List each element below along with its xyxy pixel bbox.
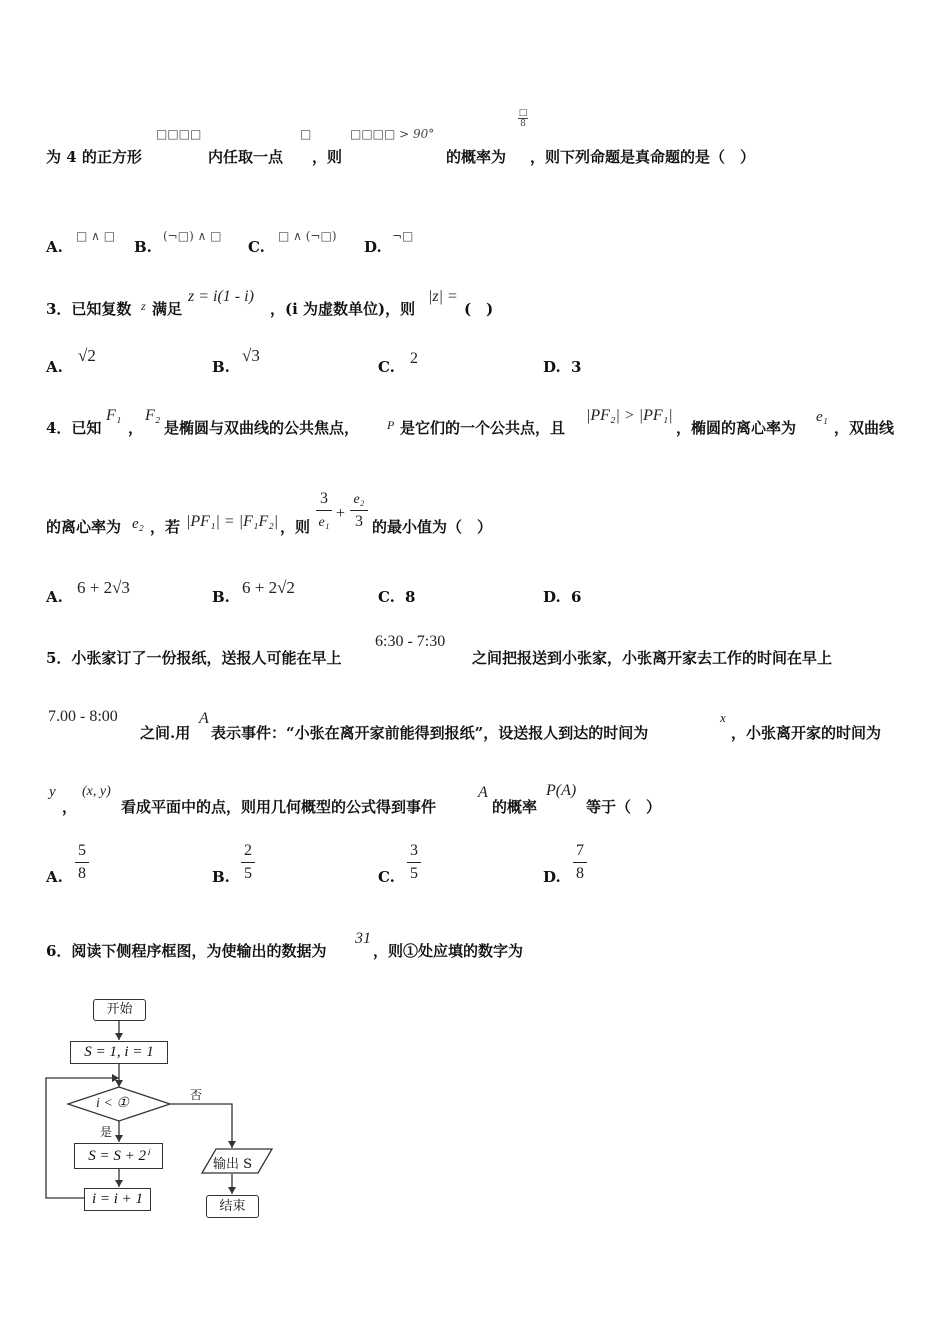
q4-e1: e₁ <box>816 409 828 425</box>
q5-time-1: 6:30 - 7:30 <box>375 633 446 650</box>
q4-fraction-1-num: 3 <box>320 490 328 507</box>
q3-option-a: √2 <box>78 346 96 365</box>
q5-option-a-label: A. <box>46 868 63 886</box>
q6-text-2: ，则①处应填的数字为 <box>373 942 524 960</box>
q-top-text-1: 为 4 的正方形 <box>46 148 142 166</box>
q5-line2-text-3: ，小张离开家的时间为 <box>731 724 882 742</box>
q4-text-4: ，椭圆的离心率为 <box>676 419 797 437</box>
q5-point: (x, y) <box>82 784 111 799</box>
q5-line3-text-2: 看成平面中的点，则用几何概型的公式得到事件 <box>121 798 437 816</box>
q3-option-d-label: D. <box>543 358 561 376</box>
q4-f1: F₁ <box>106 407 122 424</box>
q5-line1-text-1: 5．小张家订了一份报纸，送报人可能在早上 <box>46 649 342 667</box>
q5-option-a-den: 8 <box>78 865 86 882</box>
q5-event-a: A <box>199 710 209 727</box>
q5-line1-text-2: 之间把报送到小张家，小张离开家去工作的时间在早上 <box>472 649 833 667</box>
q-top-option-b-label: B. <box>134 238 152 256</box>
decision-condition: i < ① <box>96 1096 129 1111</box>
q4-fraction-2-den: 3 <box>355 513 363 530</box>
q5-option-a-num: 5 <box>78 842 86 859</box>
q4-option-c-label: C. <box>378 588 395 606</box>
q3-text-1: 3．已知复数 <box>46 300 132 318</box>
q-top-option-c-label: C. <box>248 238 265 256</box>
q5-line2-text-2: 表示事件：“小张在离开家前能得到报纸”，设送报人到达的时间为 <box>211 724 649 742</box>
q-top-option-d-label: D. <box>364 238 382 256</box>
q4-option-b-label: B. <box>212 588 230 606</box>
q4-line2-text-1: 的离心率为 <box>46 518 122 536</box>
q4-option-a: 6 + 2√3 <box>77 578 130 597</box>
q3-abs-z: |z| = <box>428 288 458 305</box>
q4-line2-text-4: 的最小值为（ ） <box>372 518 493 536</box>
q-top-option-c: □ ∧ (¬□) <box>278 229 337 243</box>
q-top-option-b: (¬□) ∧ □ <box>163 229 222 243</box>
q4-text-2: 是椭圆与双曲线的公共焦点， <box>164 419 360 437</box>
q4-line2-text-2: ，若 <box>150 518 181 536</box>
q4-inequality: |PF₂| > |PF₁| <box>586 407 673 424</box>
q4-plus: + <box>336 505 346 522</box>
q3-equation: z = i(1 - i) <box>188 288 254 305</box>
q-top-option-a: □ ∧ □ <box>76 229 116 243</box>
q5-option-b-num: 2 <box>244 842 252 859</box>
q4-line2-text-3: ，则 <box>280 518 311 536</box>
q4-option-d: 6 <box>571 588 582 606</box>
q-top-formula-3: □□□□ > 90° <box>350 127 435 141</box>
q4-text-1: 4．已知 <box>46 419 102 437</box>
q3-option-c-label: C. <box>378 358 395 376</box>
q5-probability: P(A) <box>546 782 577 799</box>
q5-option-c-num: 3 <box>410 842 418 859</box>
q4-fraction-2-num: e₂ <box>353 492 365 507</box>
q5-line2-text-1: 之间.用 <box>140 724 191 742</box>
q3-text-2: 满足 <box>152 300 183 318</box>
q4-option-b: 6 + 2√2 <box>242 578 295 597</box>
q6-number: 31 <box>355 930 371 947</box>
q4-text-3: 是它们的一个公共点，且 <box>400 419 566 437</box>
q-top-option-a-label: A. <box>46 238 63 256</box>
output-label: 输出 S <box>213 1157 253 1172</box>
q4-option-a-label: A. <box>46 588 63 606</box>
q3-option-d: 3 <box>571 358 582 376</box>
q5-y: y <box>49 784 56 800</box>
q-top-option-d: ¬□ <box>392 229 414 243</box>
update-i-box: i = i + 1 <box>84 1188 151 1211</box>
start-terminal: 开始 <box>93 999 146 1021</box>
end-terminal: 结束 <box>206 1195 259 1218</box>
q4-option-d-label: D. <box>543 588 561 606</box>
q3-option-b: √3 <box>242 346 260 365</box>
q5-option-b-den: 5 <box>244 865 252 882</box>
q4-option-c: 8 <box>405 588 416 606</box>
q-top-text-4: 的概率为 <box>446 148 507 166</box>
q4-p: P <box>387 418 395 432</box>
q-top-formula-1: □□□□ <box>156 127 202 141</box>
q5-event-a-2: A <box>478 784 488 801</box>
q4-text-5: ，双曲线 <box>834 419 895 437</box>
q3-option-a-label: A. <box>46 358 63 376</box>
q3-z: z <box>141 299 146 313</box>
decision-yes-label: 是 <box>100 1125 113 1139</box>
q5-line3-text-4: 等于（ ） <box>586 798 662 816</box>
decision-no-label: 否 <box>190 1088 203 1102</box>
q5-option-c-den: 5 <box>410 865 418 882</box>
q3-option-b-label: B. <box>212 358 230 376</box>
q-top-text-2: 内任取一点 <box>208 148 284 166</box>
q5-option-b-label: B. <box>212 868 230 886</box>
q5-x: x <box>720 710 726 725</box>
update-s-box: S = S + 2ⁱ <box>74 1143 163 1169</box>
q4-condition: |PF₁| = |F₁F₂| <box>186 513 279 530</box>
q5-line3-text-1: ， <box>62 798 78 816</box>
q-top-text-5: ，则下列命题是真命题的是（ ） <box>530 148 756 166</box>
q5-option-d-label: D. <box>543 868 561 886</box>
q3-text-3: ，(i 为虚数单位)，则 <box>270 300 416 318</box>
q4-e2: e₂ <box>132 516 144 532</box>
q5-option-d-num: 7 <box>576 842 584 859</box>
q4-f2: F₂ <box>145 407 161 424</box>
q6-text-1: 6．阅读下侧程序框图，为使输出的数据为 <box>46 942 327 960</box>
q5-line3-text-3: 的概率 <box>492 798 538 816</box>
q-top-formula-2: □ <box>300 127 312 141</box>
init-box: S = 1, i = 1 <box>70 1041 168 1064</box>
q-top-text-3: ，则 <box>312 148 343 166</box>
q3-option-c: 2 <box>410 350 418 367</box>
q4-comma: ， <box>128 419 144 437</box>
q3-text-4: ( ) <box>464 300 494 318</box>
q5-time-2: 7.00 - 8:00 <box>48 708 118 725</box>
q5-option-d-den: 8 <box>576 865 584 882</box>
q5-option-c-label: C. <box>378 868 395 886</box>
q-top-fraction-den: 8 <box>518 118 528 129</box>
q4-fraction-1-den: e₁ <box>318 515 330 530</box>
q-top-fraction-num: □ <box>518 108 528 118</box>
